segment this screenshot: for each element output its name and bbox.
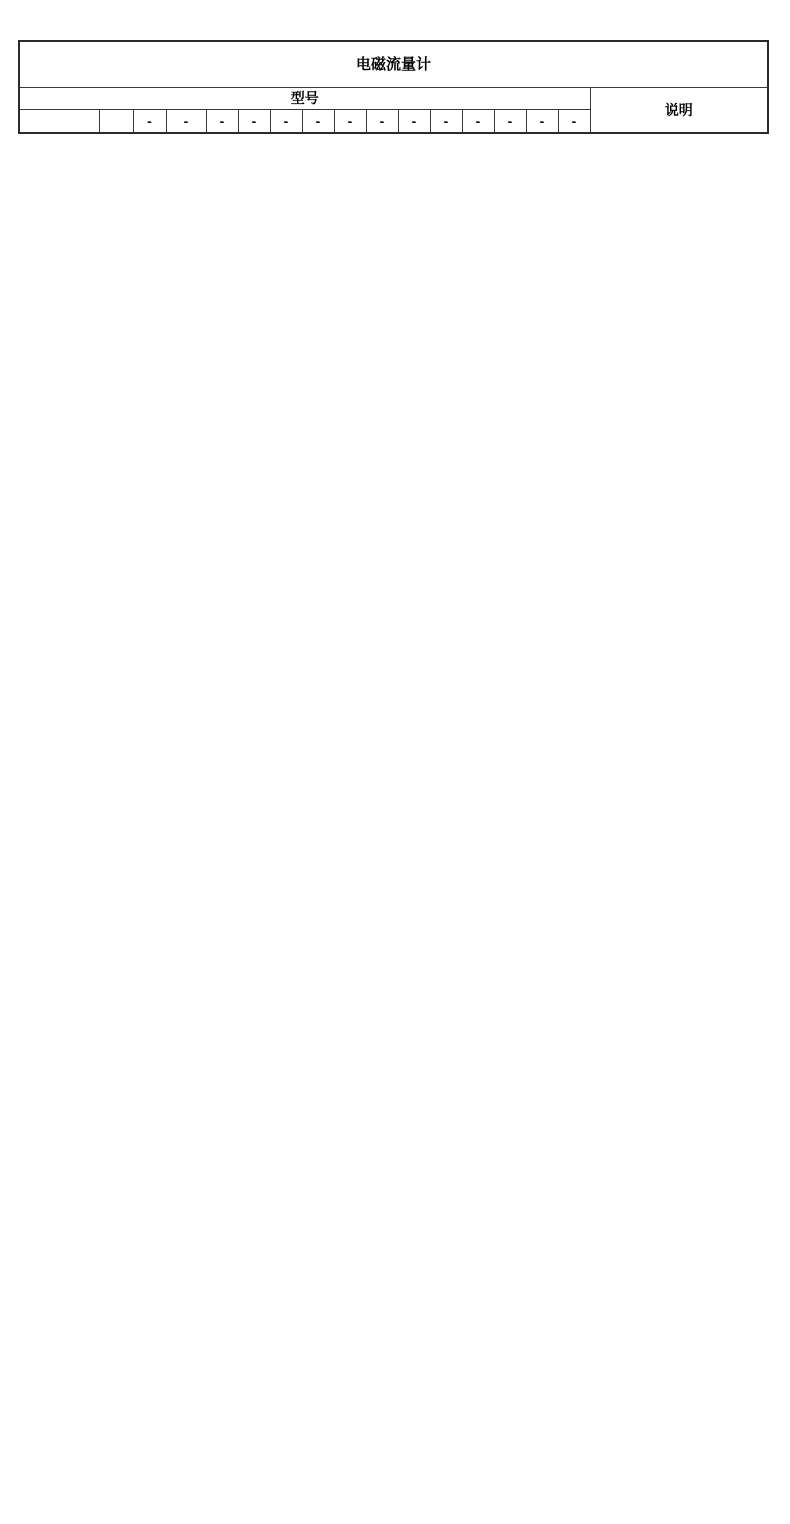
- dash-cell: -: [366, 109, 398, 133]
- header-row: [19, 87, 768, 109]
- dash-cell: -: [462, 109, 494, 133]
- model-table: [18, 40, 769, 134]
- dash-cell: -: [133, 109, 166, 133]
- dash-cell: -: [270, 109, 302, 133]
- description-header: 说明: [590, 87, 768, 133]
- dash-cell: -: [206, 109, 238, 133]
- blank-cell: [19, 109, 99, 133]
- dash-cell: -: [238, 109, 270, 133]
- dash-cell: -: [302, 109, 334, 133]
- dash-cell: -: [430, 109, 462, 133]
- blank-cell: [99, 109, 133, 133]
- page-title: 电磁流量计: [19, 41, 768, 87]
- dash-cell: -: [334, 109, 366, 133]
- model-selection-sheet: [18, 40, 769, 134]
- dash-cell: -: [526, 109, 558, 133]
- dash-cell: -: [558, 109, 590, 133]
- title-row: [19, 41, 768, 87]
- model-header: 型号: [19, 87, 590, 109]
- dash-cell: -: [494, 109, 526, 133]
- dash-cell: -: [166, 109, 206, 133]
- dash-cell: -: [398, 109, 430, 133]
